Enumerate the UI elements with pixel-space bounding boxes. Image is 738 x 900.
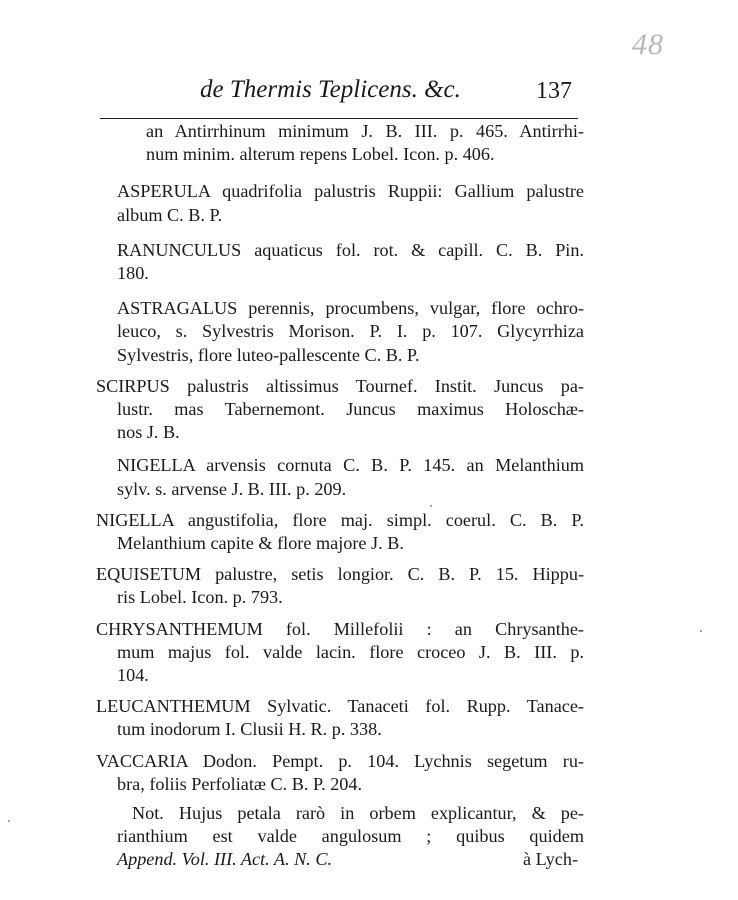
entry-nigella-arvensis: [96, 454, 584, 500]
text-line: NIGELLA arvensis cornuta C. B. P. 145. an Melanthium: [117, 455, 584, 476]
paper-speck: [700, 630, 702, 632]
entry-asperula: [96, 180, 584, 226]
text-line: SCIRPUS palustris altissimus Tournef. Instit. Juncus pa-: [96, 375, 584, 396]
signature-mark: Append. Vol. III. Act. A. N. C.: [117, 849, 333, 870]
entry-astragalus: [96, 297, 584, 367]
entry-ranunculus: [96, 239, 584, 285]
text-line: ASPERULA quadrifolia palustris Ruppii: Gallium palustre: [117, 181, 584, 202]
text-line: ASTRAGALUS perennis, procumbens, vulgar, flore ochro-: [117, 298, 584, 319]
text-line: tum inodorum I. Clusii H. R. p. 338.: [117, 719, 382, 740]
entry-chrysanthemum: [96, 618, 584, 688]
entry-vaccaria: [96, 750, 584, 796]
text-line: an Antirrhinum minimum J. B. III. p. 465. Antirrhi-: [146, 121, 584, 141]
text-line: VACCARIA Dodon. Pempt. p. 104. Lychnis segetum ru-: [96, 750, 584, 771]
entry-antirrhinum: [96, 120, 584, 166]
text-line: ris Lobel. Icon. p. 793.: [117, 587, 283, 608]
entry-nigella-angustifolia: [96, 509, 584, 555]
text-line: album C. B. P.: [117, 204, 223, 225]
text-line: nos J. B.: [117, 422, 180, 443]
text-line: leuco, s. Sylvestris Morison. P. I. p. 107. Glycyrrhiza: [117, 321, 584, 342]
paper-speck: [8, 820, 10, 822]
text-line: Not. Hujus petala rarò in orbem explicantur, & pe-: [132, 803, 584, 824]
text-line: sylv. s. arvense J. B. III. p. 209.: [117, 478, 347, 499]
paper-speck: [430, 505, 432, 507]
text-line: bra, foliis Perfoliatæ C. B. P. 204.: [117, 773, 363, 794]
text-line: EQUISETUM palustre, setis longior. C. B. P. 15. Hippu-: [96, 564, 584, 585]
text-line: Sylvestris, flore luteo-pallescente C. B. P.: [117, 344, 420, 365]
text-line: lustr. mas Tabernemont. Juncus maximus Holoschæ-: [117, 399, 584, 420]
text-line: CHRYSANTHEMUM fol. Millefolii : an Chrysanthe-: [96, 618, 584, 639]
text-line: RANUNCULUS aquaticus fol. rot. & capill. C. B. Pin.: [117, 239, 584, 260]
text-line: num minim. alterum repens Lobel. Icon. p. 406.: [146, 144, 495, 165]
plant-list: [96, 120, 584, 872]
entry-scirpus: [96, 375, 584, 445]
page-footer: [96, 848, 584, 872]
page-number: 137: [536, 78, 572, 104]
text-line: mum majus fol. valde lacin. flore croceo J. B. III. p.: [117, 641, 584, 662]
handwritten-folio-mark: 48: [632, 28, 664, 61]
entry-nota: [96, 802, 584, 848]
text-line: LEUCANTHEMUM Sylvatic. Tanaceti fol. Rupp. Tanace-: [96, 696, 584, 717]
entry-leucanthemum: [96, 695, 584, 741]
running-title: de Thermis Teplicens. &c.: [200, 76, 461, 103]
entry-equisetum: [96, 563, 584, 609]
text-line: 180.: [117, 263, 149, 284]
text-line: Melanthium capite & flore majore J. B.: [117, 533, 404, 554]
text-line: NIGELLA angustifolia, flore maj. simpl. coerul. C. B. P.: [96, 509, 584, 530]
text-line: rianthium est valde angulosum ; quibus quidem: [117, 826, 584, 847]
catchword: à Lych-: [522, 849, 578, 870]
header-rule: [100, 118, 578, 119]
text-line: 104.: [117, 665, 149, 686]
running-head: [100, 74, 580, 110]
